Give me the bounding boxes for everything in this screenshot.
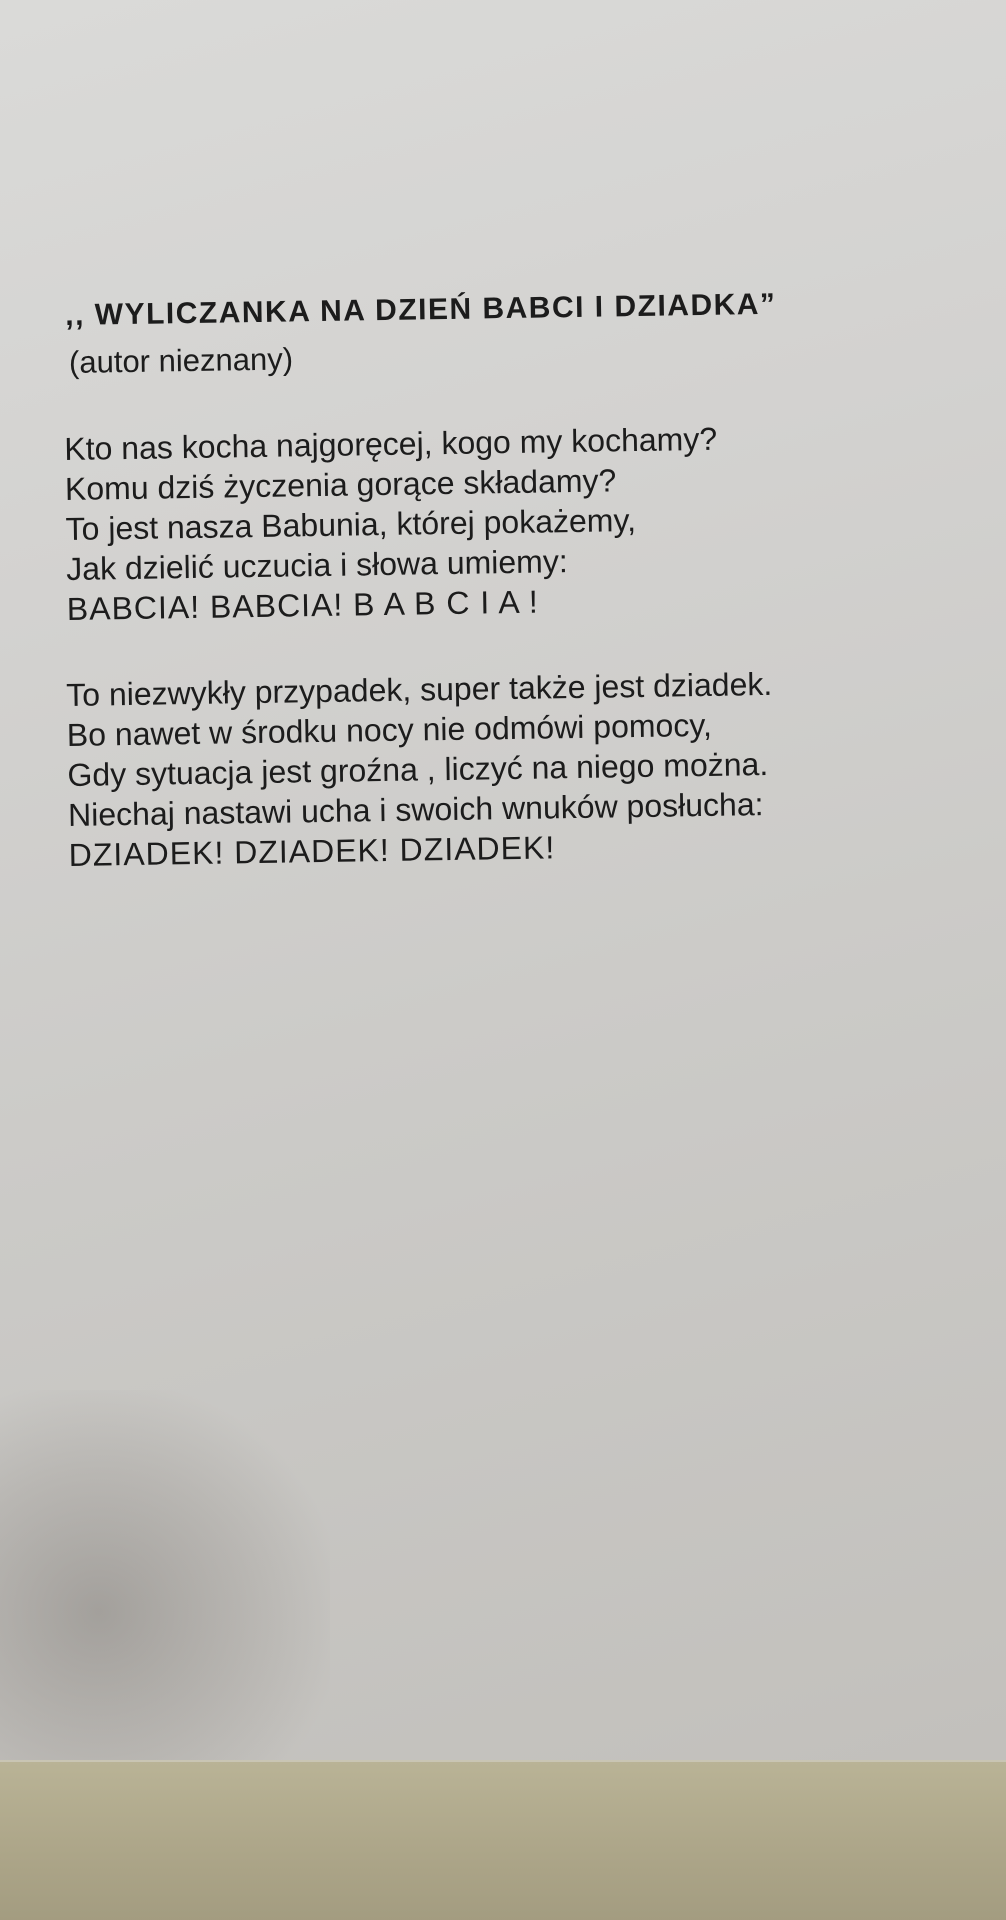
hand-shadow	[0, 1390, 330, 1760]
poem-line: Jak dzielić uczucia i słowa umiemy:	[65, 543, 568, 587]
poem-line: Niechaj nastawi ucha i swoich wnuków posłucha:	[67, 786, 764, 833]
desk-surface	[0, 1760, 1006, 1920]
poem-line: Bo nawet w środku nocy nie odmówi pomocy,	[66, 706, 713, 754]
author-note: (autor nieznany)	[68, 341, 294, 380]
poem-line: Kto nas kocha najgoręcej, kogo my kochamy?	[64, 420, 718, 468]
poem-line: To jest nasza Babunia, której pokażemy,	[65, 502, 637, 547]
poem-line: To niezwykły przypadek, super także jest dziadek.	[65, 665, 773, 714]
stanza-1	[64, 419, 720, 629]
poem-refrain: DZIADEK! DZIADEK! DZIADEK!	[68, 829, 556, 873]
poem-refrain: BABCIA! BABCIA! B A B C I A !	[66, 583, 539, 627]
poem-line: Gdy sytuacja jest groźna , liczyć na niego można.	[67, 745, 769, 793]
poem-line: Komu dziś życzenia gorące składamy?	[64, 462, 617, 508]
stanza-2	[66, 664, 775, 875]
poem-title: ,, WYLICZANKA NA DZIEŃ BABCI I DZIADKA”	[64, 287, 777, 332]
